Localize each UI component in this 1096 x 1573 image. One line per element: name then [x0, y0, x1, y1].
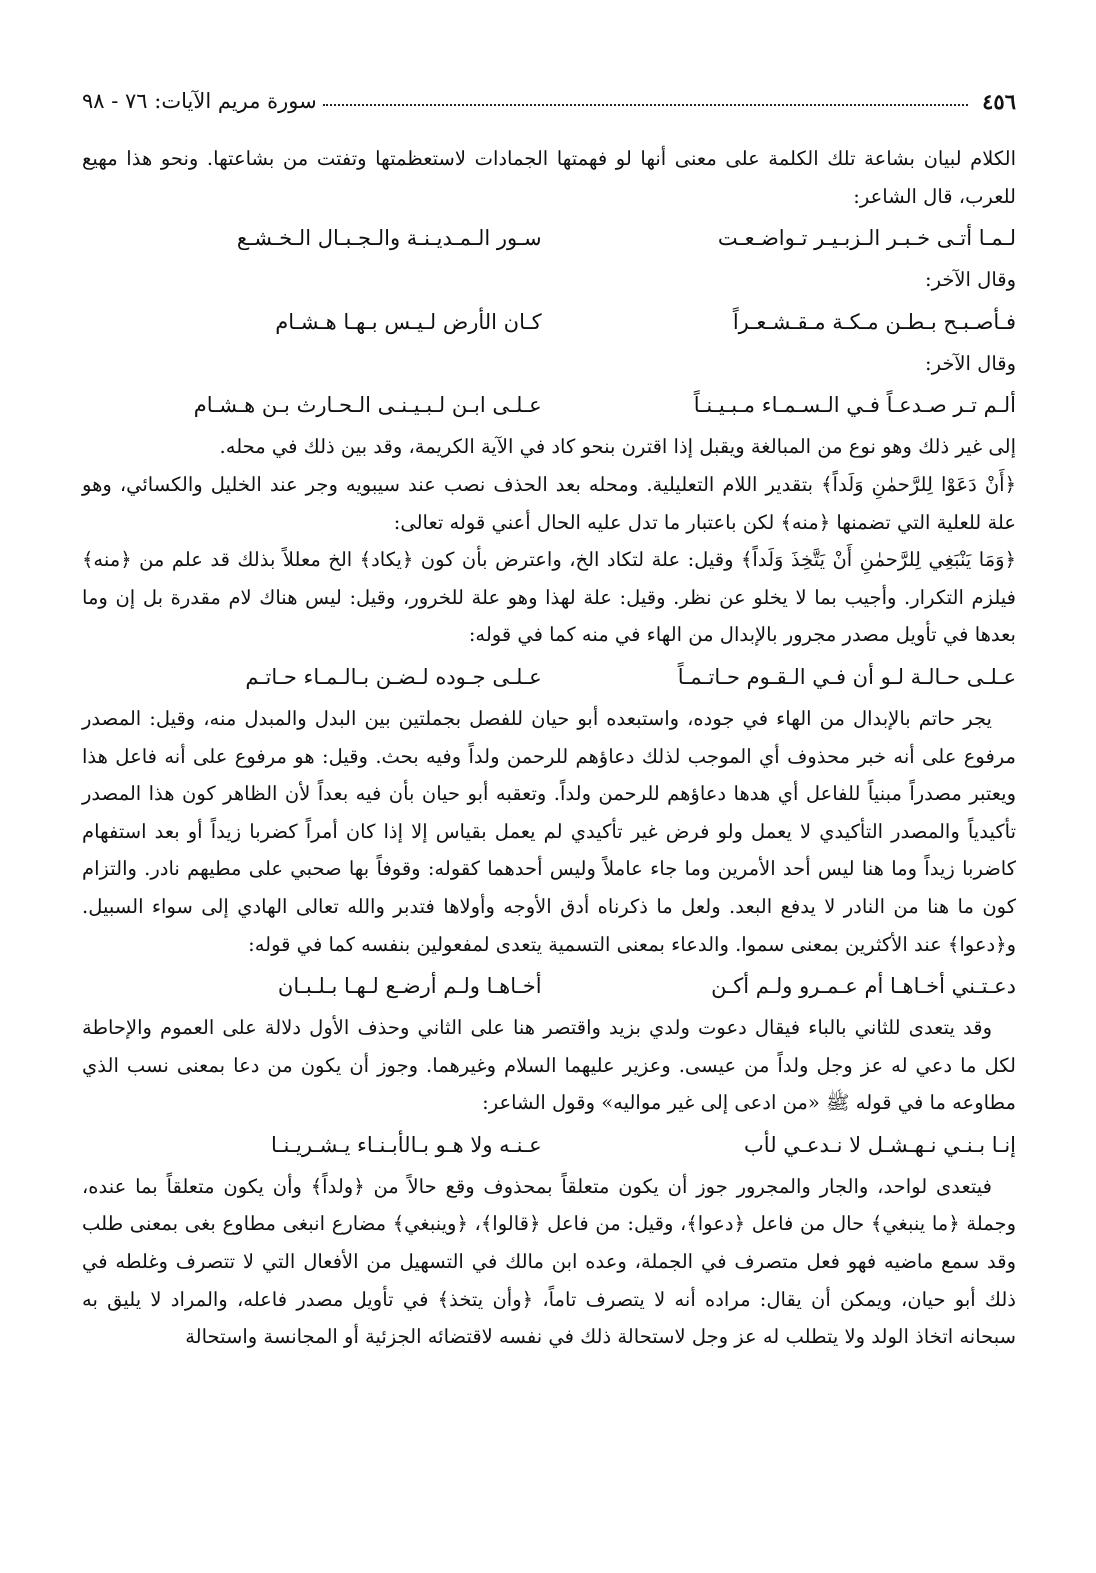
- paragraph: إلى غير ذلك وهو نوع من المبالغة ويقبل إذا اقترن بنحو كاد في الآية الكريمة، وقد بين ذلك في محله.: [219, 435, 1016, 459]
- verse-second-hemistich: أخـاهـا ولـم أرضـع لـهـا بـلـبـان: [277, 974, 542, 999]
- paragraph: وقال الآخر:: [925, 351, 1016, 375]
- paragraph: فيتعدى لواحد، والجار والمجرور جوز أن يكون متعلقاً بمحذوف وقع حالاً من ﴿ولداً﴾ وأن يكون متعلقاً بما عنده، وجملة ﴿ما ينبغي﴾ حال من فاعل ﴿دعوا﴾، وقيل: من فاعل ﴿قالوا﴾، ﴿وينبغي﴾ مضارع انبغى مطاوع بغى بمعنى طلب وقد سمع ماضيه فهو فعل متصرف في الجملة، وعده ابن مالك في التسهيل من الأفعال التي لا تتصرف وغلطه في ذلك أبو حيان، ويمكن أن يقال: مراده أنه لا يتصرف تاماً، ﴿وأن يتخذ﴾ في تأويل مصدر فاعله، والمراد لا يليق به سبحانه اتخاذ الولد ولا يتطلب له عز وجل لاستحالة ذلك في نفسه لاقتضائه الجزئية أو المجانسة واستحالة: [82, 1174, 1016, 1349]
- verse-first-hemistich: ألـم تـر صـدعـاً فـي الـسـمـاء مـبـيـنـاً: [693, 393, 1016, 418]
- verse-first-hemistich: دعـتـني أخـاهـا أم عـمـرو ولـم أكـن: [711, 974, 1016, 999]
- paragraph: وقال الآخر:: [925, 268, 1016, 292]
- page-body: [82, 140, 1016, 1356]
- verse-first-hemistich: فـأصـبـح بـطـن مـكـة مـقـشـعـراً: [732, 309, 1016, 334]
- poetry-verse: [82, 654, 1016, 700]
- verse-second-hemistich: كـان الأرض لـيـس بـهـا هـشـام: [275, 309, 542, 334]
- running-header: [82, 86, 1016, 116]
- header-title: سورة مريم الآيات: ٧٦ - ٩٨: [82, 89, 317, 113]
- verse-second-hemistich: عـلـى جـوده لـضـن بـالـمـاء حـاتـم: [245, 664, 542, 689]
- header-dot-leader: [323, 104, 968, 106]
- verse-first-hemistich: عـلـى حـالـة لـو أن فـي الـقـوم حـاتـمـاً: [677, 664, 1016, 689]
- paragraph: يجر حاتم بالإبدال من الهاء في جوده، واستبعده أبو حيان للفصل بجملتين بين البدل والمبدل منه، وقيل: المصدر مرفوع على أنه خبر محذوف أي الموجب لذلك دعاؤهم للرحمن ولداً وفيه بحث. وقيل: هو مرفوع على أنه فاعل هذا ويعتبر مصدراً مبنياً للفاعل أي هدها دعاؤهم للرحمن ولداً. وتعقبه أبو حيان بأن فيه بعداً لأن الظاهر كون هذا المصدر تأكيدياً والمصدر التأكيدي لا يعمل ولو فرض غير تأكيدي لم يعمل بقياس إلا إذا كان أمراً كضربا زيداً أو بعد استفهام كاضربا زيداً وما هنا ليس أحد الأمرين وما جاء عاملاً وليس أحدهما كقوله: وقوفاً بها صحبي على مطيهم نادر. والتزام كون ما هنا من النادر لا يدفع البعد. ولعل ما ذكرناه أدق الأوجه وأولاها فتدبر والله تعالى الهادي إلى سواء السبيل. و﴿دعوا﴾ عند الأكثرين بمعنى سموا. والدعاء بمعنى التسمية يتعدى لمفعولين بنفسه كما في قوله:: [82, 706, 1016, 956]
- poetry-verse: [82, 215, 1016, 261]
- poetry-verse: [82, 1122, 1016, 1168]
- page-number: ٤٥٦: [982, 88, 1016, 114]
- poetry-verse: [82, 299, 1016, 345]
- paragraph: ﴿أَنْ دَعَوْا لِلرَّحمٰنِ وَلَداً﴾ بتقدير اللام التعليلية. ومحله بعد الحذف نصب عند سيبويه وجر عند الخليل والكسائي، وهو علة للعلية التي تضمنها ﴿منه﴾ لكن باعتبار ما تدل عليه الحال أعني قوله تعالى:: [82, 472, 1016, 534]
- paragraph: وقد يتعدى للثاني بالباء فيقال دعوت ولدي بزيد واقتصر هنا على الثاني وحذف الأول دلالة على العموم والإحاطة لكل ما دعي له عز وجل ولداً من عيسى. وعزير عليهما السلام وغيرهما. وجوز أن يكون من دعا بمعنى نسب الذي مطاوعه ما في قوله ﷺ «من ادعى إلى غير مواليه» وقول الشاعر:: [82, 1016, 1016, 1115]
- paragraph: الكلام لبيان بشاعة تلك الكلمة على معنى أنها لو فهمتها الجمادات لاستعظمتها وتفتت من بشاعتها. ونحو هذا مهيع للعرب، قال الشاعر:: [82, 147, 1016, 208]
- verse-second-hemistich: سـور الـمـديـنـة والـجـبـال الـخـشـع: [236, 226, 542, 251]
- paragraph: ﴿وَمَا يَنْبَغِي لِلرَّحمٰنِ أَنْ يَتَّخِذَ وَلَداً﴾ وقيل: علة لتكاد الخ، واعترض بأن كون ﴿يكاد﴾ الخ معللاً بذلك قد علم من ﴿منه﴾ فيلزم التكرار. وأجيب بما لا يخلو عن نظر. وقيل: علة لهذا وهو علة للخرور، وقيل: ليس هناك لام مقدرة بل إن وما بعدها في تأويل مصدر مجرور بالإبدال من الهاء في منه كما في قوله:: [82, 548, 1016, 647]
- poetry-verse: [82, 963, 1016, 1009]
- verse-second-hemistich: عـلـى ابـن لـبـيـنـى الـحـارث بـن هـشـام: [193, 393, 542, 418]
- verse-second-hemistich: عـنـه ولا هـو بـالأبـنـاء يـشـريـنـا: [270, 1132, 542, 1157]
- verse-first-hemistich: لـمـا أتـى خـبـر الـزبـيـر تـواضـعـت: [717, 226, 1016, 251]
- poetry-verse: [82, 382, 1016, 428]
- verse-first-hemistich: إنـا بـنـي نـهـشـل لا نـدعـي لأب: [744, 1132, 1016, 1157]
